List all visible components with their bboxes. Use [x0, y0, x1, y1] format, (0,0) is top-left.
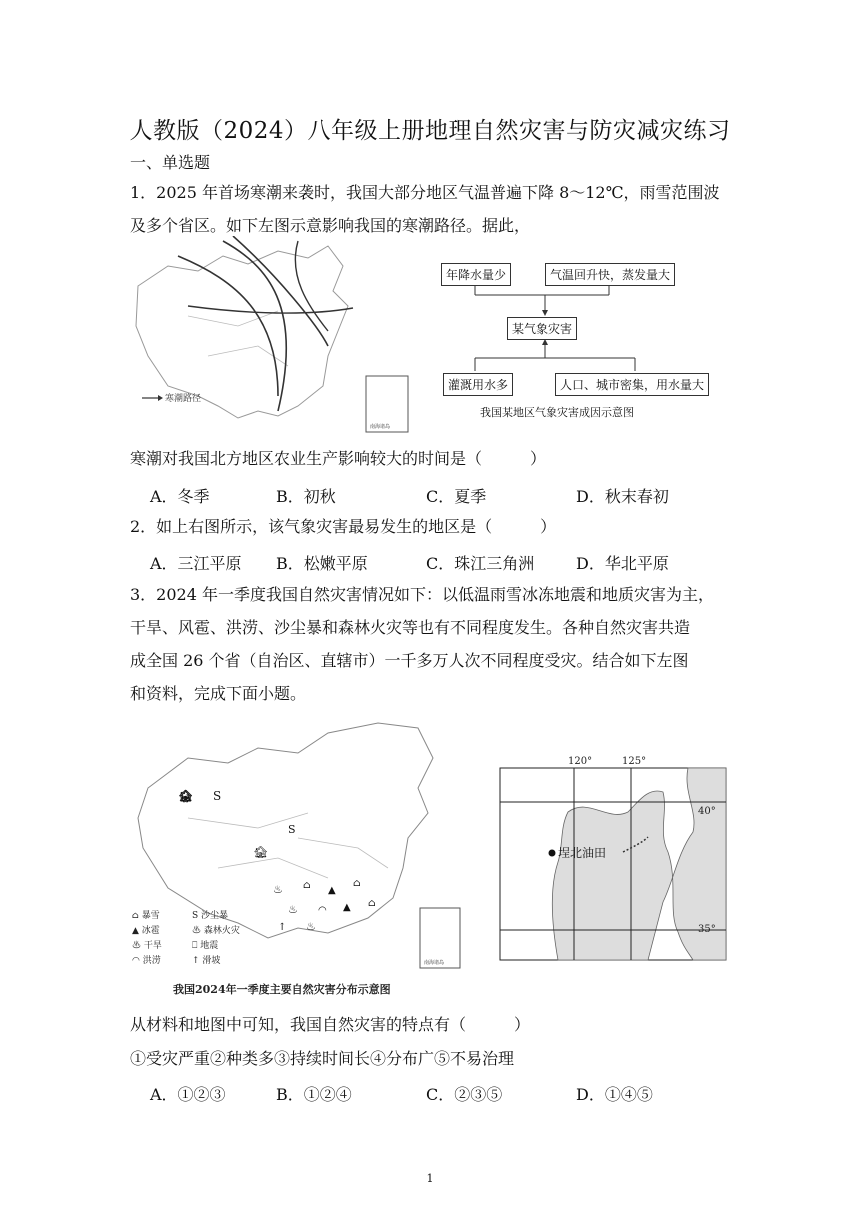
forest-fire-icon: ♨ [273, 883, 283, 896]
q1-line-2: 及多个省区。如下左图示意影响我国的寒潮路径。据此， [130, 216, 531, 235]
legend-drought: 干旱 [143, 941, 162, 951]
option-c[interactable]: C．②③⑤ [426, 1085, 503, 1104]
cold-wave-map [128, 236, 416, 436]
legend-earthquake: 地震 [200, 941, 219, 951]
option-d[interactable]: D．秋末春初 [576, 487, 669, 506]
disaster-map-caption: 我国2024年一季度主要自然灾害分布示意图 [173, 983, 391, 996]
legend-flood: 洪涝 [142, 956, 161, 966]
page-number: 1 [426, 1172, 434, 1185]
forest-fire-icon: ♨ [288, 903, 298, 916]
option-d[interactable]: D．华北平原 [576, 554, 669, 573]
svg-text:⌂ 暴雪: ⌂ 暴雪 [132, 911, 160, 921]
q3-line-1: 3．2024 年一季度我国自然灾害情况如下：以低温雨雪冰冻地震和地质灾害为主， [130, 585, 714, 604]
blizzard-icon: ⌂ [353, 878, 361, 889]
longitude-120: 120° [568, 756, 593, 767]
question-1-stem [130, 176, 742, 242]
flowchart-caption: 我国某地区气象灾害成因示意图 [480, 406, 634, 419]
option-b[interactable]: B．初秋 [276, 487, 336, 506]
cold-wave-path-4 [188, 306, 353, 313]
legend-forest-fire: 森林火灾 [203, 926, 240, 936]
option-b[interactable]: B．松嫩平原 [276, 554, 368, 573]
cold-wave-path-2 [223, 241, 286, 411]
svg-text:↑ 滑坡: ↑ 滑坡 [192, 956, 221, 966]
landslide-icon: ↑ [278, 922, 287, 933]
hail-icon: ▲ [343, 902, 351, 913]
forest-fire-icon: ♨ [306, 920, 316, 933]
q3-line-4: 和资料，完成下面小题。 [130, 684, 307, 703]
svg-text:⎕ 地震: ⎕ 地震 [192, 941, 219, 951]
blizzard-icon: ⌂ [303, 880, 311, 891]
oilfield-map [498, 752, 730, 964]
svg-text:S 沙尘暴: S 沙尘暴 [192, 911, 229, 921]
disaster-distribution-map [128, 718, 473, 1000]
flowchart [435, 255, 725, 425]
option-a[interactable]: A．冬季 [150, 487, 210, 506]
inset-label: 南海诸岛 [424, 960, 445, 966]
document-title: 人教版（2024）八年级上册地理自然灾害与防灾减灾练习 [129, 118, 731, 144]
inset-label: 南海诸岛 [370, 424, 391, 430]
map-legend: 寒潮路径 [165, 394, 202, 404]
flow-box-precipitation: 年降水量少 [441, 263, 511, 286]
legend-blizzard: 暴雪 [141, 911, 160, 921]
option-c[interactable]: C．夏季 [426, 487, 487, 506]
q2-question: 2．如上右图所示，该气象灾害最易发生的地区是（ ） [130, 517, 557, 536]
svg-text:▲ 冰雹: ▲ 冰雹 [132, 926, 160, 936]
flood-icon: ◠ [318, 905, 327, 916]
q1-line-1: 1．2025 年首场寒潮来袭时，我国大部分地区气温普遍下降 8～12℃，雨雪范围波 [130, 183, 720, 202]
sandstorm-icon: S [213, 789, 222, 803]
legend-landslide: 滑坡 [202, 956, 221, 966]
q3-question: 从材料和地图中可知，我国自然灾害的特点有（ ） [130, 1015, 531, 1034]
flow-box-population: 人口、城市密集，用水量大 [555, 373, 709, 396]
latitude-35: 35° [698, 924, 716, 935]
section-heading: 一、单选题 [130, 153, 211, 172]
q2-options [150, 551, 750, 574]
disaster-legend [132, 909, 240, 966]
flow-box-disaster: 某气象灾害 [507, 317, 577, 340]
latitude-40: 40° [698, 806, 716, 817]
svg-text:◠ 洪涝: ◠ 洪涝 [132, 956, 161, 966]
option-c[interactable]: C．珠江三角洲 [426, 554, 535, 573]
q3-options [150, 1082, 750, 1105]
hail-icon: ▲ [328, 885, 336, 896]
svg-text:♨ 森林火灾: ♨ 森林火灾 [192, 926, 240, 936]
oilfield-marker-icon [549, 850, 556, 857]
earthquake-icon: 🏚 [178, 789, 194, 803]
flow-box-irrigation: 灌溉用水多 [443, 373, 513, 396]
svg-text:♨ 干旱: ♨ 干旱 [132, 941, 162, 951]
longitude-125: 125° [622, 756, 647, 767]
legend-hail: 冰雹 [141, 926, 160, 936]
cold-wave-path-5 [295, 241, 328, 331]
blizzard-icon: ⌂ [368, 898, 376, 909]
china-outline [138, 723, 433, 938]
legend-sandstorm: 沙尘暴 [201, 911, 229, 921]
option-b[interactable]: B．①②④ [276, 1085, 352, 1104]
china-outline [136, 246, 348, 418]
q1-sub1-options [150, 484, 750, 507]
flow-box-temperature: 气温回升快，蒸发量大 [545, 263, 675, 286]
cold-wave-path-1 [178, 256, 278, 396]
oilfield-label: 埕北油田 [558, 846, 607, 860]
q3-statements: ①受灾严重②种类多③持续时间长④分布广⑤不易治理 [130, 1049, 515, 1068]
q3-line-3: 成全国 26 个省（自治区、直辖市）一千多万人次不同程度受灾。结合如下左图 [130, 651, 689, 670]
option-d[interactable]: D．①④⑤ [576, 1085, 653, 1104]
option-a[interactable]: A．①②③ [150, 1085, 226, 1104]
earthquake-icon: 🏚 [253, 845, 269, 859]
sandstorm-icon: S [288, 823, 296, 836]
q3-line-2: 干旱、风雹、洪涝、沙尘暴和森林火灾等也有不同程度发生。各种自然灾害共造 [130, 618, 691, 637]
cold-wave-path-3 [233, 236, 328, 346]
q1-sub1-question: 寒潮对我国北方地区农业生产影响较大的时间是（ ） [130, 449, 547, 468]
south-sea-inset [420, 908, 460, 968]
question-3-stem [130, 578, 742, 710]
option-a[interactable]: A．三江平原 [150, 554, 242, 573]
